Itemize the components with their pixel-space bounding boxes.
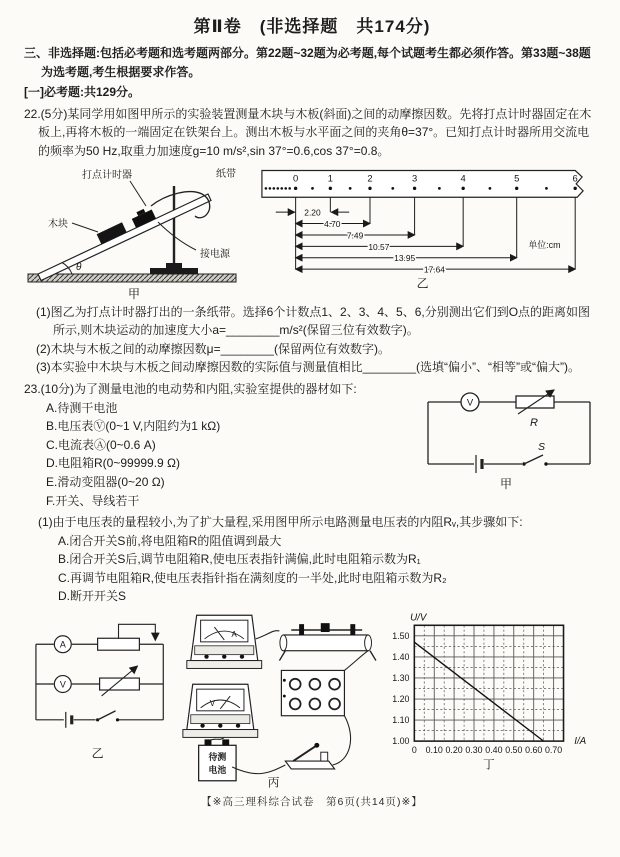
switch-symbol [96, 711, 119, 722]
power-wire [158, 222, 196, 250]
q23-step-d: D.断开开关S [58, 589, 127, 604]
figure-graph-ding [379, 608, 600, 780]
inclined-board [38, 194, 211, 281]
svg-text:2.20: 2.20 [304, 207, 321, 218]
svg-text:0.10: 0.10 [425, 744, 443, 755]
svg-text:10.57: 10.57 [368, 241, 390, 252]
q23-item-a: A.待测干电池 [46, 400, 118, 415]
resistance-box-symbol [516, 396, 554, 408]
power-label: 接电源 [200, 248, 230, 260]
tape-label: 纸带 [216, 168, 236, 180]
q22-figures [24, 164, 600, 302]
svg-text:0.40: 0.40 [485, 744, 503, 755]
svg-text:V: V [466, 397, 474, 409]
svg-text:V: V [210, 698, 216, 708]
svg-text:0.20: 0.20 [445, 744, 463, 755]
figure-tape-yi [254, 164, 596, 294]
q23-circuit-jia-wrap [418, 388, 600, 492]
svg-text:4: 4 [460, 171, 466, 183]
svg-text:0.30: 0.30 [465, 744, 483, 755]
svg-text:1.30: 1.30 [392, 673, 410, 684]
svg-text:1.20: 1.20 [392, 694, 410, 705]
battery-symbol [476, 455, 482, 473]
svg-text:A: A [59, 639, 66, 650]
svg-text:0: 0 [293, 171, 299, 183]
voltmeter-device [183, 684, 258, 737]
svg-text:1: 1 [327, 171, 333, 183]
q23-step-a: A.闭合开关S前,将电阻箱R的阻值调到最大 [58, 533, 282, 548]
q23-stem: 23.(10分)为了测量电池的电动势和内阻,实验室提供的器材如下: [24, 381, 357, 396]
svg-text:1.00: 1.00 [392, 736, 410, 747]
figure-caption-circuit-jia: 甲 [499, 476, 513, 491]
q22-sub2: (2)木块与木板之间的动摩擦因数μ=________(保留两位有效数字)。 [36, 341, 390, 356]
svg-text:1.40: 1.40 [392, 652, 410, 663]
switch-symbol [522, 455, 547, 466]
figure-circuit-jia [418, 388, 600, 492]
question-22 [24, 105, 600, 377]
switch-label: S [538, 440, 546, 453]
tape-unit-label: 单位:cm [528, 239, 561, 250]
svg-text:0.70: 0.70 [545, 744, 563, 755]
svg-text:0: 0 [412, 744, 417, 755]
figure-caption-bing: 丙 [267, 775, 280, 790]
figure-caption-jia: 甲 [127, 286, 141, 301]
svg-text:A: A [231, 630, 237, 640]
q23-step-c: C.再调节电阻箱R,使电压表指针指在满刻度的一半处,此时电阻箱示数为R₂ [58, 570, 447, 585]
svg-text:6: 6 [572, 171, 578, 183]
figure-circuit-yi [24, 608, 173, 770]
resistance-box-device [282, 670, 345, 715]
svg-text:7.49: 7.49 [346, 229, 364, 240]
svg-text:4.70: 4.70 [324, 218, 341, 229]
rheostat-device [280, 623, 377, 660]
angle-label: θ [76, 261, 82, 273]
section-instructions: 三、非选择题:包括必考题和选考题两部分。第22题~32题为必考题,每个试题考生都必须作答。第33题~38题为选考题,考生根据要求作答。 [24, 46, 591, 79]
battery-device [199, 739, 236, 780]
timer-label: 打点计时器 [82, 169, 132, 181]
rheostat-symbol [98, 638, 140, 650]
svg-text:2: 2 [367, 171, 373, 183]
svg-text:电池: 电池 [208, 764, 227, 775]
svg-text:I/A: I/A [574, 736, 587, 748]
ammeter-device [187, 615, 262, 668]
figure-caption-yi: 乙 [416, 276, 429, 291]
extension-lines [296, 197, 576, 269]
svg-text:1.50: 1.50 [392, 631, 410, 642]
q22-stem: 22.(5分)某同学用如图甲所示的实验装置测量木块与木板(斜面)之间的动摩擦因数。先将打点计时器固定在木板上,再将木板的一端固定在铁架台上。测出木板与水平面之间的夹角θ=37°。已知打点计时器所用交流电的频率为50 Hz,取重力加速度g=10 m/s²,sin 37°=0.6,cos 37°=0.8。 [24, 106, 592, 158]
q23-item-b: B.电压表Ⓥ(0~1 V,内阻约为1 kΩ) [46, 419, 221, 434]
question-23 [24, 380, 600, 790]
page-footer: 【※高三理科综合试卷 第6页(共14页)※】 [201, 796, 423, 809]
q22-sub1: (1)图乙为打点计时器打出的一条纸带。选择6个计数点1、2、3、4、5、6,分别测出它们到O点的距离如图所示,则木块运动的加速度大小a=________m/s²(保留三位有效数字)。 [36, 304, 591, 338]
stand-base [150, 268, 198, 274]
ground [28, 274, 236, 282]
tape-strip [262, 170, 583, 197]
q23-steps [24, 532, 600, 606]
q23-item-f: F.开关、导线若干 [46, 493, 140, 508]
part-one-heading: [一]必考题:共129分。 [24, 85, 141, 100]
svg-text:13.95: 13.95 [394, 252, 416, 263]
svg-text:0.60: 0.60 [525, 744, 543, 755]
svg-text:5: 5 [514, 171, 520, 183]
q22-subquestions [24, 303, 600, 377]
svg-text:U/V: U/V [410, 612, 427, 624]
svg-text:待测: 待测 [208, 752, 227, 763]
variable-resistor-symbol [100, 678, 140, 690]
block-label: 木块 [48, 218, 68, 230]
battery-symbol [66, 712, 72, 728]
circuit-wires [428, 402, 590, 464]
figure-devices-bing [175, 608, 377, 790]
svg-text:V: V [59, 679, 66, 690]
q23-part1: (1)由于电压表的量程较小,为了扩大量程,采用图甲所示电路测量电压表的内阻Rᵥ,其步骤如下: [38, 515, 523, 530]
svg-text:1.10: 1.10 [392, 715, 410, 726]
figure-caption-circuit-yi: 乙 [91, 746, 104, 761]
svg-text:17.64: 17.64 [423, 264, 445, 275]
q22-sub3: (3)本实验中木块与木板之间动摩擦因数的实际值与测量值相比________(选填“偏小”、“相等”或“偏大”)。 [36, 360, 581, 375]
q23-item-d: D.电阻箱R(0~99999.9 Ω) [46, 456, 181, 471]
svg-text:丁: 丁 [483, 758, 495, 772]
figure-apparatus-jia [24, 164, 254, 302]
q23-step-b: B.闭合开关S后,调节电阻箱R,使电压表指针满偏,此时电阻箱示数为R₁ [58, 552, 421, 567]
page-title: 第Ⅱ卷 (非选择题 共174分) [193, 17, 431, 36]
q23-bottom-figures [24, 608, 600, 790]
svg-text:3: 3 [411, 171, 418, 183]
resistor-label: R [530, 416, 538, 429]
svg-text:0.50: 0.50 [505, 744, 523, 755]
q23-item-e: E.滑动变阻器(0~20 Ω) [46, 474, 165, 489]
switch-device [286, 743, 335, 769]
tape-distance-labels [304, 207, 445, 274]
q23-item-c: C.电流表Ⓐ(0~0.6 A) [46, 437, 156, 452]
